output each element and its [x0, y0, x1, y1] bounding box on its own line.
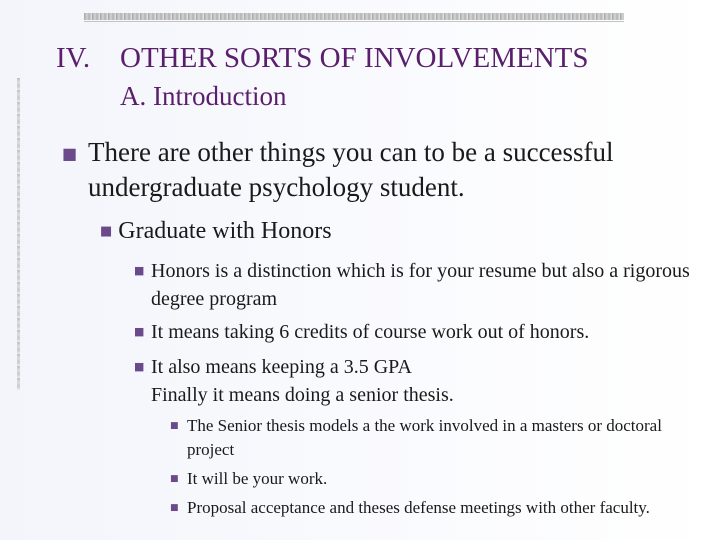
- title-line-1: OTHER SORTS OF INVOLVEMENTS: [120, 42, 589, 74]
- slide-title: [56, 40, 588, 115]
- bullet-level-2: [100, 216, 332, 247]
- square-bullet-icon: ■: [134, 360, 145, 373]
- square-bullet-icon: ■: [170, 421, 179, 431]
- square-bullet-icon: ■: [170, 474, 179, 484]
- square-bullet-icon: ■: [134, 325, 145, 338]
- square-bullet-icon: ■: [62, 144, 78, 163]
- bullet-level-3: [134, 353, 720, 409]
- bullet-text: Proposal acceptance and theses defense meetings with other faculty.: [187, 498, 650, 517]
- top-decorative-rule: [84, 13, 624, 20]
- top-decorative-underline: [84, 21, 624, 22]
- bullet-level-3: [134, 257, 720, 313]
- square-bullet-icon: ■: [100, 224, 113, 239]
- side-decorative-rule: [17, 78, 20, 390]
- bullet-text: It also means keeping a 3.5 GPA Finally it means doing a senior thesis.: [151, 356, 454, 406]
- square-bullet-icon: ■: [170, 503, 179, 513]
- bullet-level-4: [170, 414, 690, 462]
- bullet-text: It will be your work.: [187, 469, 328, 488]
- bullet-level-1: [62, 135, 720, 205]
- bullet-text: The Senior thesis models a the work involved in a masters or doctoral project: [187, 416, 662, 459]
- bullet-text: There are other things you can to be a successful undergraduate psychology student.: [88, 137, 614, 202]
- title-line-2: A. Introduction: [120, 81, 287, 111]
- square-bullet-icon: ■: [134, 264, 145, 277]
- bullet-level-3: [134, 318, 720, 346]
- title-number: IV.: [56, 42, 91, 74]
- bullet-text: It means taking 6 credits of course work out of honors.: [151, 321, 590, 343]
- bullet-text: Honors is a distinction which is for your resume but also a rigorous degree program: [151, 260, 690, 310]
- bullet-text: Graduate with Honors: [118, 218, 332, 244]
- bullet-level-4: [170, 467, 690, 491]
- bullet-level-4: [170, 496, 690, 520]
